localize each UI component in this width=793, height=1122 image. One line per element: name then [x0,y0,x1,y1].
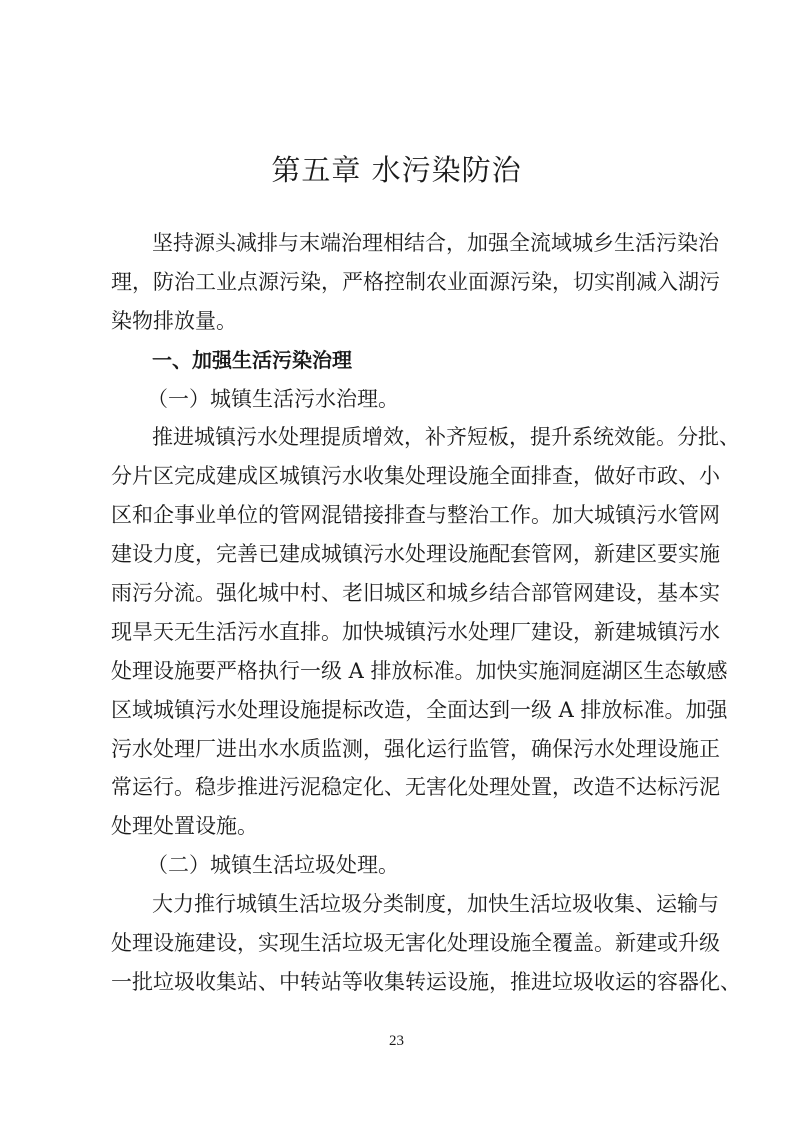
subsection-heading: （二）城镇生活垃圾处理。 [147,853,399,878]
text-line: 大力推行城镇生活垃圾分类制度，加快生活垃圾收集、运输与 [152,892,719,917]
text-line: 染物排放量。 [111,308,237,333]
section-heading: 一、加强生活污染治理 [152,347,352,372]
text-line: 处理设施建设，实现生活垃圾无害化处理设施全覆盖。新建或升级 [111,931,720,956]
subsection-heading: （一）城镇生活污水治理。 [147,386,399,411]
text-line: 区和企事业单位的管网混错接排查与整治工作。加大城镇污水管网 [111,503,720,528]
document-body [111,224,741,1002]
text-line: 污水处理厂进出水水质监测，强化运行监管，确保污水处理设施正 [111,736,720,761]
text-line: 一批垃圾收集站、中转站等收集转运设施，推进垃圾收运的容器化、 [111,969,741,994]
page-number: 23 [389,1033,404,1049]
text-line: 处理处置设施。 [111,814,258,839]
text-line: 雨污分流。强化城中村、老旧城区和城乡结合部管网建设，基本实 [111,581,720,606]
text-line: 区域城镇污水处理设施提标改造，全面达到一级 A 排放标准。加强 [111,697,728,722]
chapter-title: 第五章 水污染防治 [271,153,522,187]
text-line: 现旱天无生活污水直排。加快城镇污水处理厂建设，新建城镇污水 [111,619,720,644]
text-line: 推进城镇污水处理提质增效，补齐短板，提升系统效能。分批、 [152,425,740,450]
text-line: 坚持源头减排与末端治理相结合，加强全流域城乡生活污染治 [152,231,719,255]
text-line: 常运行。稳步推进污泥稳定化、无害化处理处置，改造不达标污泥 [111,775,720,800]
text-line: 处理设施要严格执行一级 A 排放标准。加快实施洞庭湖区生态敏感 [111,658,728,683]
text-line: 建设力度，完善已建成城镇污水处理设施配套管网，新建区要实施 [111,542,720,567]
text-line: 理，防治工业点源污染，严格控制农业面源污染，切实削减入湖污 [111,269,720,294]
text-line: 分片区完成建成区城镇污水收集处理设施全面排查，做好市政、小 [111,464,720,489]
